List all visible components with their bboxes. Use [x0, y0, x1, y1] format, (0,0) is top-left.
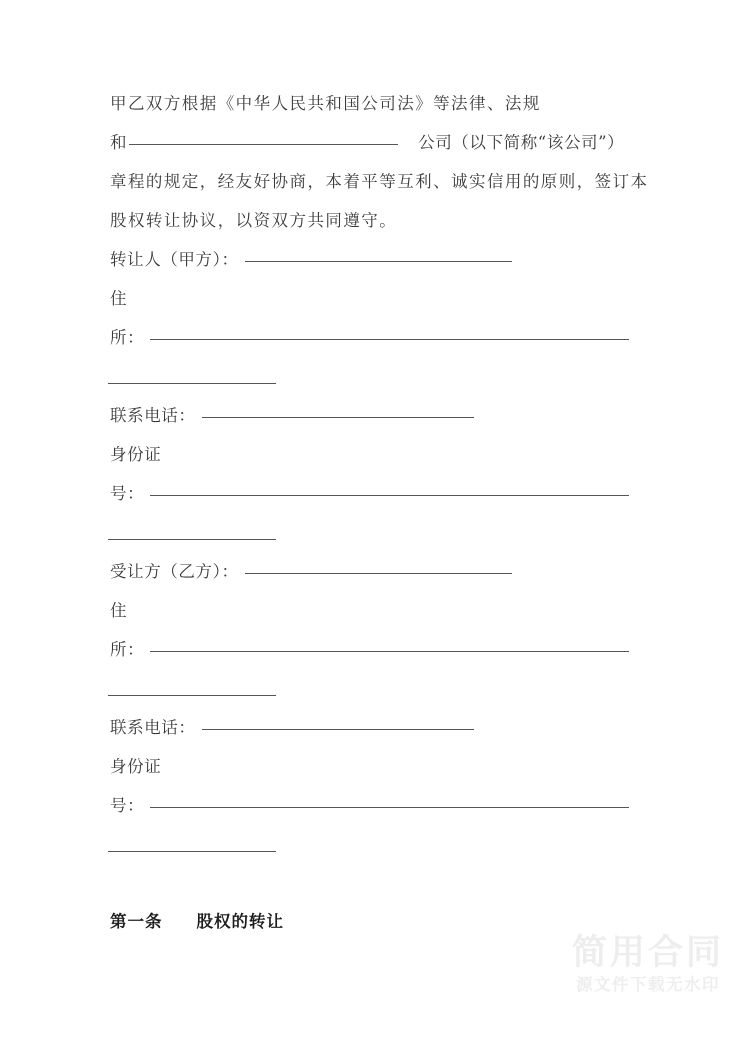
party-a-address-label-line2: 所：	[110, 328, 145, 347]
party-b-address-label-row	[110, 591, 630, 630]
party-b-address-label-line2: 所：	[110, 640, 145, 659]
party-a-id-row	[110, 474, 630, 513]
party-b-id-blank-continuation[interactable]	[108, 851, 276, 852]
party-a-id-label-line2: 号：	[110, 484, 145, 503]
party-a-name-label: 转让人（甲方）：	[110, 250, 239, 269]
contract-body	[110, 84, 649, 864]
party-b-name-label: 受让方（乙方）：	[110, 562, 239, 581]
party-b-address-blank-continuation[interactable]	[108, 695, 276, 696]
intro-line-2-suffix: 公司（以下简称“该公司”）	[418, 133, 625, 152]
party-b-name-row	[110, 552, 630, 591]
party-b-phone-row	[110, 708, 630, 747]
party-a-name-row	[110, 240, 630, 279]
intro-line-2	[110, 123, 630, 162]
intro-line-2-prefix: 和	[110, 133, 128, 152]
intro-line-1	[110, 84, 630, 123]
party-b-id-blank-continuation-row	[110, 825, 630, 864]
party-a-id-blank[interactable]	[150, 495, 629, 496]
party-b-address-blank-continuation-row	[110, 669, 630, 708]
watermark	[572, 933, 724, 997]
intro-line-4-text: 股权转让协议，以资双方共同遵守。	[110, 211, 398, 230]
watermark-brand: 简用合同	[571, 933, 724, 973]
party-b-id-row	[110, 786, 630, 825]
party-b-id-label-row	[110, 747, 630, 786]
party-a-id-label-line1: 身份证	[110, 445, 162, 464]
intro-line-3	[110, 162, 649, 201]
party-a-address-blank-continuation-row	[110, 357, 630, 396]
party-b-name-blank[interactable]	[245, 573, 512, 574]
party-b-phone-blank[interactable]	[202, 729, 474, 730]
party-b-id-label-line1: 身份证	[110, 757, 162, 776]
party-b-id-label-line2: 号：	[110, 796, 145, 815]
party-b-phone-label: 联系电话：	[110, 718, 196, 737]
party-a-id-label-row	[110, 435, 630, 474]
party-a-address-blank[interactable]	[150, 339, 629, 340]
party-a-address-label-line1: 住	[110, 289, 128, 308]
party-b-address-blank[interactable]	[150, 651, 629, 652]
party-a-phone-row	[110, 396, 630, 435]
party-a-address-blank-continuation[interactable]	[108, 383, 276, 384]
section-title: 股权的转让	[196, 912, 284, 931]
party-a-phone-blank[interactable]	[202, 417, 474, 418]
intro-line-1-text: 甲乙双方根据《中华人民共和国公司法》等法律、法规	[110, 94, 541, 113]
section-number: 第一条	[110, 912, 163, 931]
party-a-name-blank[interactable]	[245, 261, 512, 262]
party-a-address-row	[110, 318, 630, 357]
party-b-address-row	[110, 630, 630, 669]
party-a-id-blank-continuation-row	[110, 513, 630, 552]
party-a-phone-label: 联系电话：	[110, 406, 196, 425]
party-a-address-label-row	[110, 279, 630, 318]
section-heading	[110, 908, 284, 936]
party-b-address-label-line1: 住	[110, 601, 128, 620]
party-a-id-blank-continuation[interactable]	[108, 539, 276, 540]
party-b-id-blank[interactable]	[150, 807, 629, 808]
intro-line-3-text: 章程的规定，经友好协商，本着平等互利、诚实信用的原则，签订本	[110, 172, 649, 191]
intro-line-4	[110, 201, 630, 240]
company-name-blank[interactable]	[129, 144, 398, 145]
watermark-tagline: 源文件下载无水印	[575, 975, 720, 994]
